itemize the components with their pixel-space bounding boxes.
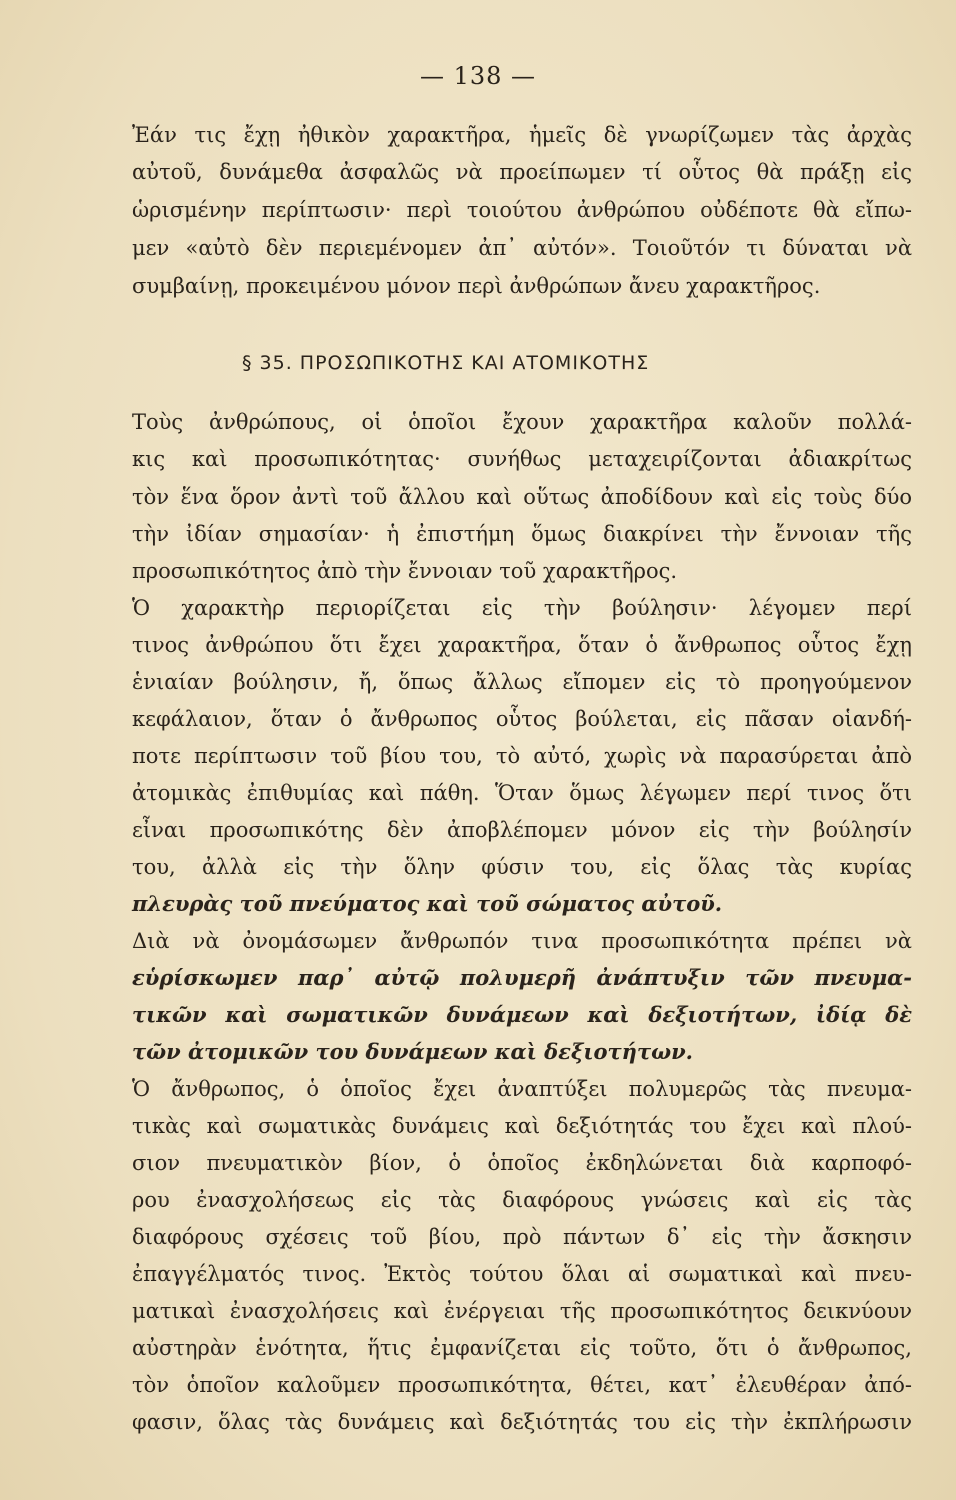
text-line: Ἐάν τις ἔχῃ ἠθικὸν χαρακτῆρα, ἡμεῖς δὲ γνωρίζωμεν τὰς ἀρχὰς <box>132 123 912 147</box>
text-line: ποτε περίπτωσιν τοῦ βίου του, τὸ αὐτό, χωρὶς νὰ παρασύρεται ἀπὸ <box>132 744 912 768</box>
text-line: Ὁ χαρακτὴρ περιορίζεται εἰς τὴν βούλησιν· λέγομεν περί <box>132 596 912 620</box>
text-line: πλευρὰς τοῦ πνεύματος καὶ τοῦ σώματος αὐτοῦ. <box>132 891 723 916</box>
text-line: τὸν ἕνα ὅρον ἀντὶ τοῦ ἄλλου καὶ οὕτως ἀποδίδουν καὶ εἰς τοὺς δύο <box>132 485 912 509</box>
text-line: συμβαίνῃ, προκειμένου μόνον περὶ ἀνθρώπων ἄνευ χαρακτῆρος. <box>132 274 821 298</box>
text-line: ἀτομικὰς ἐπιθυμίας καὶ πάθη. Ὅταν ὅμως λέγωμεν περί τινος ὅτι <box>132 781 912 805</box>
text-line: σιον πνευματικὸν βίον, ὁ ὁποῖος ἐκδηλώνεται διὰ καρποφό- <box>132 1151 912 1175</box>
text-line: κις καὶ προσωπικότητας· συνήθως μεταχειρίζονται ἀδιακρίτως <box>132 447 912 471</box>
text-line: τινος ἀνθρώπου ὅτι ἔχει χαρακτῆρα, ὅταν ὁ ἄνθρωπος οὗτος ἔχῃ <box>132 633 912 657</box>
text-line: του, ἀλλὰ εἰς τὴν ὅλην φύσιν του, εἰς ὅλας τὰς κυρίας <box>132 855 912 879</box>
text-line: τὸν ὁποῖον καλοῦμεν προσωπικότητα, θέτει, κατ᾿ ἐλευθέραν ἀπό- <box>132 1373 912 1397</box>
text-line: αὐτοῦ, δυνάμεθα ἀσφαλῶς νὰ προείπωμεν τί οὗτος θὰ πράξῃ εἰς <box>132 160 912 184</box>
text-line: προσωπικότητος ἀπὸ τὴν ἔννοιαν τοῦ χαρακτῆρος. <box>132 559 678 583</box>
text-line: κεφάλαιον, ὅταν ὁ ἄνθρωπος οὗτος βούλεται, εἰς πᾶσαν οἱανδή- <box>132 707 912 731</box>
section-heading: § 35. ΠΡΟΣΩΠΙΚΟΤΗΣ ΚΑΙ ΑΤΟΜΙΚΟΤΗΣ <box>242 352 650 374</box>
text-line: ἐπαγγέλματός τινος. Ἐκτὸς τούτου ὅλαι αἱ σωματικαὶ καὶ πνευ- <box>132 1262 912 1286</box>
text-line: εἶναι προσωπικότης δὲν ἀποβλέπομεν μόνον εἰς τὴν βούλησίν <box>132 818 912 842</box>
page-number: — 138 — <box>419 62 537 90</box>
text-line: ματικαὶ ἐνασχολήσεις καὶ ἐνέργειαι τῆς προσωπικότητος δεικνύουν <box>132 1299 912 1323</box>
text-line: Διὰ νὰ ὀνομάσωμεν ἄνθρωπόν τινα προσωπικότητα πρέπει νὰ <box>132 929 912 953</box>
text-line: τὴν ἰδίαν σημασίαν· ἡ ἐπιστήμη ὅμως διακρίνει τὴν ἔννοιαν τῆς <box>132 522 912 546</box>
text-line: Ὁ ἄνθρωπος, ὁ ὁποῖος ἔχει ἀναπτύξει πολυμερῶς τὰς πνευμα- <box>132 1077 912 1101</box>
text-line: εὑρίσκωμεν παρ᾿ αὐτῷ πολυμερῆ ἀνάπτυξιν τῶν πνευμα- <box>132 965 912 990</box>
text-line: ρου ἐνασχολήσεως εἰς τὰς διαφόρους γνώσεις καὶ εἰς τὰς <box>132 1188 912 1212</box>
text-line: τικὰς καὶ σωματικὰς δυνάμεις καὶ δεξιότητάς του ἔχει καὶ πλού- <box>132 1114 912 1138</box>
text-line: ἑνιαίαν βούλησιν, ἤ, ὅπως ἄλλως εἴπομεν εἰς τὸ προηγούμενον <box>132 670 912 694</box>
text-line: διαφόρους σχέσεις τοῦ βίου, πρὸ πάντων δ᾿ εἰς τὴν ἄσκησιν <box>132 1225 912 1249</box>
text-line: φασιν, ὅλας τὰς δυνάμεις καὶ δεξιότητάς του εἰς τὴν ἐκπλήρωσιν <box>132 1410 912 1434</box>
text-line: αὐστηρὰν ἑνότητα, ἥτις ἐμφανίζεται εἰς τοῦτο, ὅτι ὁ ἄνθρωπος, <box>132 1336 912 1360</box>
text-line: μεν «αὐτὸ δὲν περιεμένομεν ἀπ᾿ αὐτόν». Τοιοῦτόν τι δύναται νὰ <box>132 236 912 260</box>
text-line: Τοὺς ἀνθρώπους, οἱ ὁποῖοι ἔχουν χαρακτῆρα καλοῦν πολλά- <box>132 410 912 434</box>
text-line: ὡρισμένην περίπτωσιν· περὶ τοιούτου ἀνθρώπου οὐδέποτε θὰ εἴπω- <box>132 198 912 222</box>
text-line: τῶν ἀτομικῶν του δυνάμεων καὶ δεξιοτήτων. <box>132 1039 693 1064</box>
text-line: τικῶν καὶ σωματικῶν δυνάμεων καὶ δεξιοτήτων, ἰδίᾳ δὲ <box>132 1002 912 1027</box>
